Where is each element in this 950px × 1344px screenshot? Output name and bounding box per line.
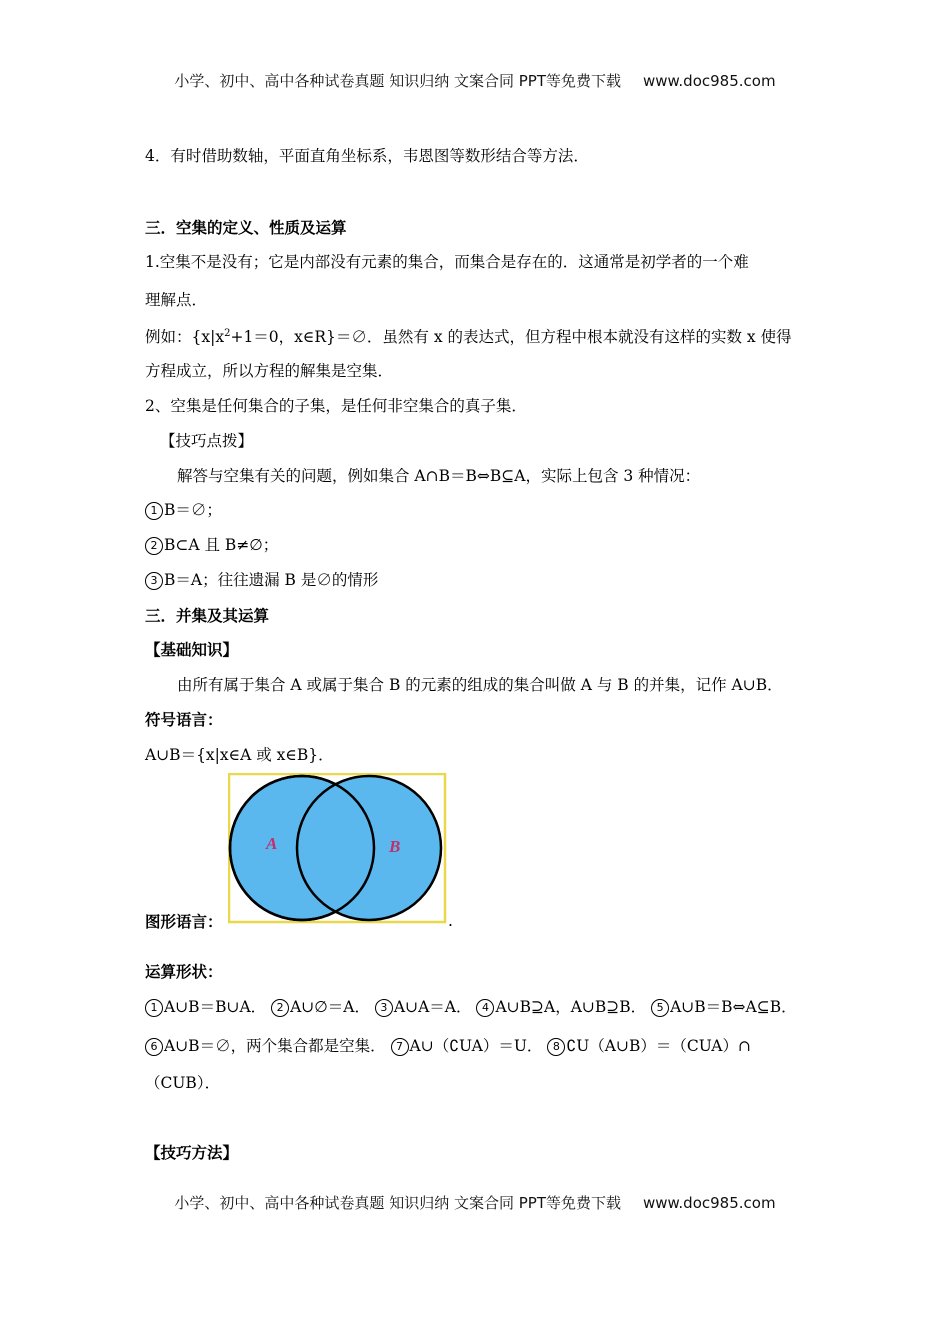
item-4: 4．有时借助数轴，平面直角坐标系，韦恩图等数形结合等方法． [145,147,589,165]
op-3-number: 3 [375,999,393,1017]
case-1-number: 1 [145,502,163,520]
case-3-text: B＝A；往往遗漏 B 是∅的情形 [164,571,379,589]
op-8-number: 8 [547,1038,565,1056]
case-3 [145,570,378,590]
venn-label-a: A [266,834,278,853]
footer-text: 小学、初中、高中各种试卷真题 知识归纳 文案合同 PPT等免费下载 [174,1194,621,1212]
graphic-language-label: 图形语言： [145,913,223,931]
op-7-number: 7 [391,1038,409,1056]
case-3-number: 3 [145,572,163,590]
paragraph-1-line-2: 理解点． [145,291,208,309]
op-8-text: ∁U（A∪B）＝（CUA）∩ [566,1037,751,1055]
header-text: 小学、初中、高中各种试卷真题 知识归纳 文案合同 PPT等免费下载 [174,72,621,90]
symbol-language-label: 符号语言： [145,711,223,729]
op-2-number: 2 [271,999,289,1017]
graphic-end-dot: . [448,912,453,930]
symbol-formula: A∪B＝{x|x∈A 或 x∈B}． [145,746,334,764]
op-5-text: A∪B＝B⇔A⊆B． [670,998,797,1016]
page-header [0,70,950,91]
example-line-1 [145,324,792,347]
section-title-empty-set: 三．空集的定义、性质及运算 [145,219,347,237]
case-1-text: B＝∅； [164,501,222,519]
example-line-2: 方程成立，所以方程的解集是空集． [145,362,394,380]
venn-circle-b [297,776,441,920]
tip-title: 【技巧点拨】 [160,432,254,450]
example-part-a: 例如：{x|x [145,328,225,347]
header-url[interactable]: www.doc985.com [642,72,776,90]
op-2-text: A∪∅＝A． [290,998,370,1016]
basic-knowledge-title: 【基础知识】 [145,641,239,659]
op-1-number: 1 [145,999,163,1017]
op-6-number: 6 [145,1038,163,1056]
operations-line-1 [145,997,797,1017]
op-1-text: A∪B＝B∪A． [164,998,267,1016]
page-footer [0,1192,950,1213]
section-title-union: 三．并集及其运算 [145,607,270,625]
op-4-text: A∪B⊇A，A∪B⊇B． [495,998,647,1016]
op-3-text: A∪A＝A． [393,998,472,1016]
operation-label: 运算形状： [145,963,223,981]
operations-line-2 [145,1036,751,1056]
op-5-number: 5 [651,999,669,1017]
case-2-text: B⊂A 且 B≠∅； [164,536,279,554]
paragraph-2: 2、空集是任何集合的子集，是任何非空集合的真子集． [145,397,527,415]
case-2-number: 2 [145,537,163,555]
op-6-text: A∪B＝∅，两个集合都是空集． [164,1037,386,1055]
paragraph-1-line-1: 1.空集不是没有；它是内部没有元素的集合，而集合是存在的．这通常是初学者的一个难 [145,253,749,271]
op-4-number: 4 [476,999,494,1017]
union-definition: 由所有属于集合 A 或属于集合 B 的元素的组成的集合叫做 A 与 B 的并集，记作 A∪B． [177,676,783,694]
footer-url[interactable]: www.doc985.com [642,1194,776,1212]
operations-line-3: （CUB）． [145,1074,221,1092]
venn-label-b: B [389,837,401,856]
venn-diagram [228,773,448,925]
case-2 [145,535,278,555]
case-1 [145,500,222,520]
example-part-b: +1＝0，x∈R}＝∅．虽然有 x 的表达式，但方程中根本就没有这样的实数 x 使得 [230,328,792,347]
op-7-text: A∪（∁UA）＝U． [409,1037,543,1055]
method-title: 【技巧方法】 [145,1144,239,1162]
example-superscript: 2 [224,328,231,339]
tip-text: 解答与空集有关的问题，例如集合 A∩B＝B⇔B⊆A，实际上包含 3 种情况： [177,467,701,485]
